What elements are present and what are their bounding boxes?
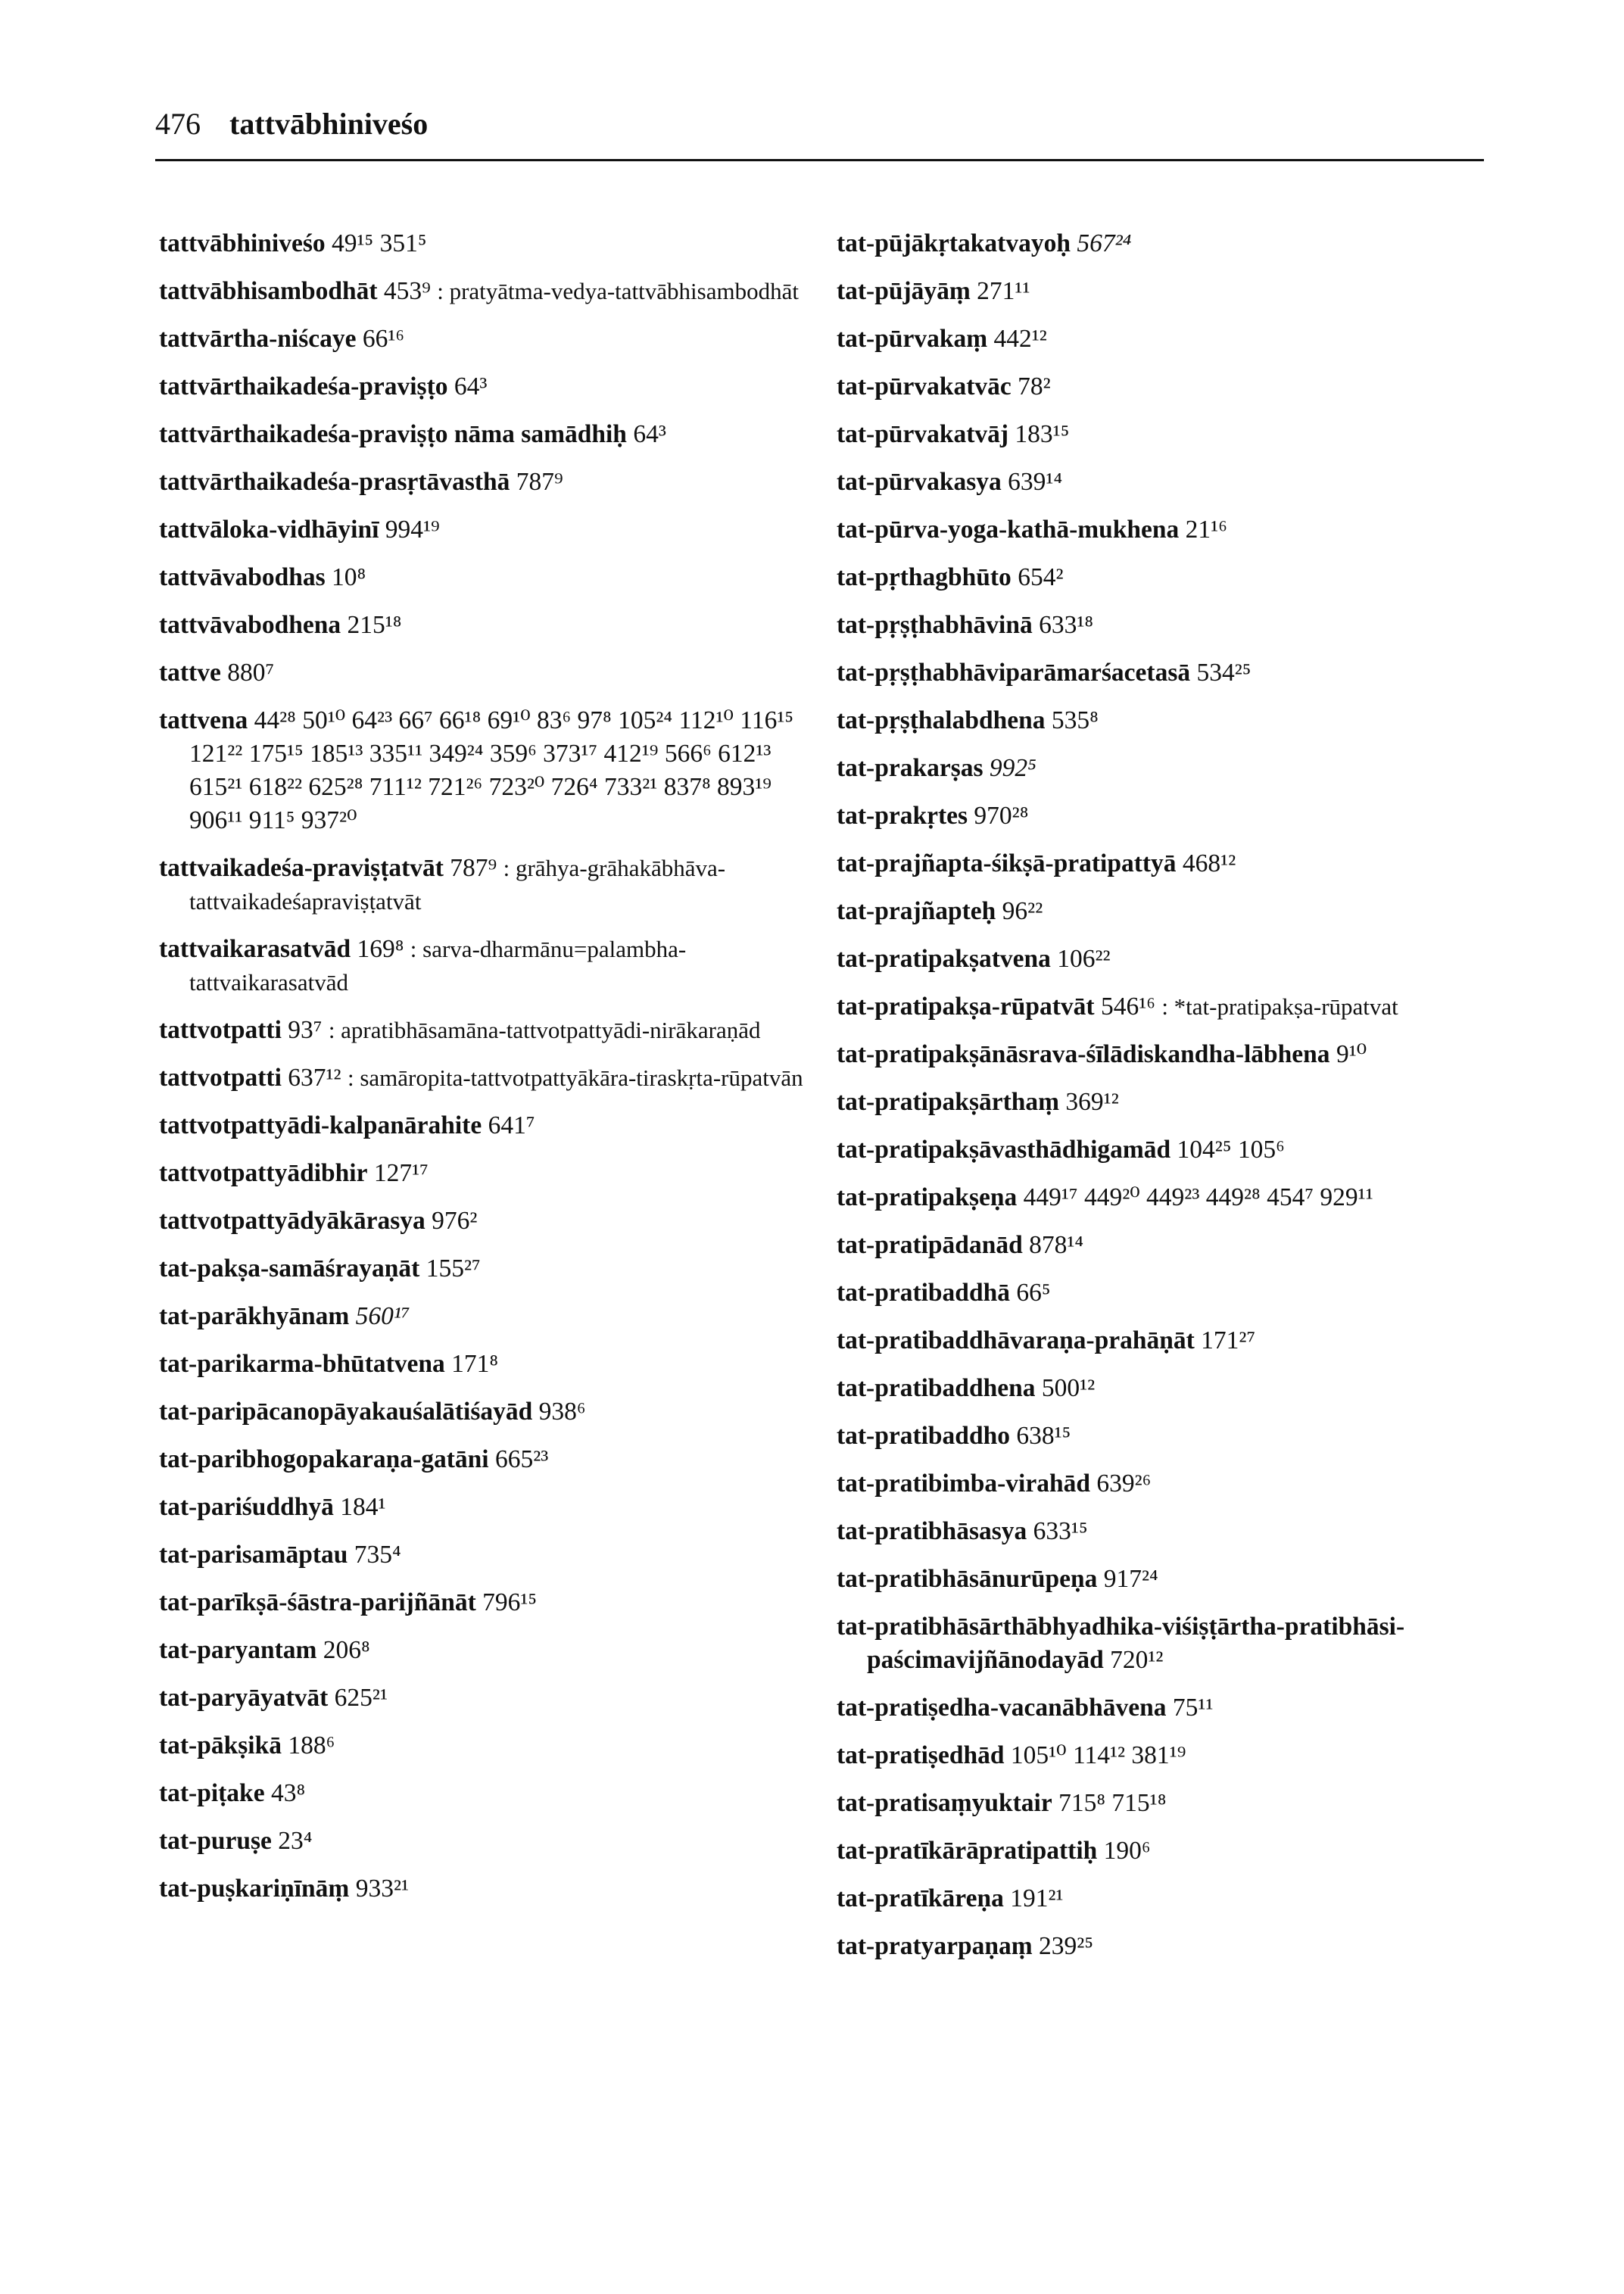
index-entry <box>159 609 825 642</box>
entry-headword: tat-prakṛtes <box>837 802 968 830</box>
entry-references: 23⁴ <box>278 1827 313 1855</box>
entry-headword: tat-paribhogopakaraṇa-gatāni <box>159 1445 489 1473</box>
entry-headword: tat-paryantam <box>159 1636 317 1664</box>
entry-references: 93⁷ <box>288 1016 323 1044</box>
index-entry <box>837 1420 1503 1453</box>
entry-headword: tat-pākṣikā <box>159 1731 282 1759</box>
entry-headword: tattvaikarasatvād <box>159 935 351 963</box>
entry-references: 442¹² <box>993 325 1047 353</box>
entry-references: 190⁶ <box>1103 1837 1151 1865</box>
entry-headword: tat-pratīkārāpratipattiḥ <box>837 1837 1098 1865</box>
index-entry <box>159 1348 825 1381</box>
index-entry <box>159 1491 825 1524</box>
entry-references: 239²⁵ <box>1039 1932 1094 1960</box>
entry-headword: tat-pratibaddho <box>837 1422 1010 1450</box>
entry-references: 78² <box>1018 372 1051 401</box>
entry-references: 453⁹ <box>383 277 431 305</box>
index-entry <box>159 418 825 451</box>
entry-gloss: : grāhya-grāhakābhāva-tattvaikadeśapraviṣṭatvāt <box>189 855 726 915</box>
entry-references: 66¹⁶ <box>362 325 405 353</box>
entry-references: 633¹⁵ <box>1033 1517 1088 1545</box>
entry-headword: tat-pratipakṣeṇa <box>837 1183 1018 1211</box>
entry-references: 171⁸ <box>451 1350 499 1378</box>
entry-headword: tat-pūrva-yoga-kathā-mukhena <box>837 516 1180 544</box>
entry-headword: tat-pūrvakatvāj <box>837 420 1009 448</box>
entry-headword: tat-prajñapteḥ <box>837 897 996 925</box>
entry-headword: tat-pratisaṃyuktair <box>837 1789 1052 1817</box>
entry-references: 49¹⁵ 351⁵ <box>332 229 427 257</box>
entry-headword: tat-pratibimba-virahād <box>837 1470 1090 1498</box>
entry-references: 169⁸ <box>357 935 404 963</box>
entry-references: 639¹⁴ <box>1008 468 1063 496</box>
entry-references: 106²² <box>1057 945 1111 973</box>
entry-references: 64³ <box>454 372 488 401</box>
entry-references: 639²⁶ <box>1096 1470 1152 1498</box>
index-entry <box>159 1634 825 1667</box>
entry-references: 449¹⁷ 449²⁰ 449²³ 449²⁸ 454⁷ 929¹¹ <box>1023 1183 1373 1211</box>
index-entry <box>159 370 825 404</box>
index-entry <box>837 323 1503 356</box>
entry-references: 215¹⁸ <box>347 611 402 639</box>
entry-headword: tattvotpattyādi-kalpanārahite <box>159 1111 482 1139</box>
index-entry <box>837 513 1503 547</box>
entry-references: 535⁸ <box>1051 706 1099 734</box>
entry-headword: tat-parikarma-bhūtatvena <box>159 1350 445 1378</box>
entry-headword: tattvotpatti <box>159 1016 282 1044</box>
entry-headword: tat-puruṣe <box>159 1827 272 1855</box>
entry-headword: tattvārthaikadeśa-praviṣṭo nāma samādhiḥ <box>159 420 627 448</box>
entry-references: 206⁸ <box>323 1636 370 1664</box>
index-entry <box>837 1086 1503 1119</box>
entry-references: 917²⁴ <box>1103 1565 1158 1593</box>
running-header <box>155 106 428 142</box>
entry-headword: tat-parisamāptau <box>159 1541 348 1569</box>
entry-headword: tattvābhisambodhāt <box>159 277 378 305</box>
index-entry <box>837 1324 1503 1357</box>
entry-headword: tattvotpattyādyākārasya <box>159 1207 425 1235</box>
index-entry <box>159 561 825 594</box>
index-entry <box>159 227 825 260</box>
index-entry <box>837 1276 1503 1310</box>
entry-gloss: : samāropita-tattvotpattyākāra-tiraskṛta-rūpatvān <box>347 1064 803 1091</box>
entry-headword: tattve <box>159 659 221 687</box>
entry-references: 500¹² <box>1041 1374 1096 1402</box>
entry-references: 75¹¹ <box>1172 1694 1214 1722</box>
entry-headword: tat-pratibhāsārthābhyadhika-viśiṣṭārtha-pratibhāsi-paścimavijñānodayād <box>837 1613 1405 1674</box>
index-entry <box>159 323 825 356</box>
index-entry <box>159 704 825 837</box>
index-entry <box>837 1834 1503 1868</box>
entry-references: 735⁴ <box>354 1541 401 1569</box>
entry-headword: tat-pūjāyāṃ <box>837 277 971 305</box>
entry-references: 271¹¹ <box>977 277 1030 305</box>
index-entry <box>159 275 825 308</box>
index-entry <box>159 933 825 999</box>
entry-references: 534²⁵ <box>1196 659 1252 687</box>
entry-references: 21¹⁶ <box>1185 516 1227 544</box>
index-entry <box>837 1739 1503 1772</box>
entry-references: 155²⁷ <box>425 1255 481 1283</box>
entry-references: 938⁶ <box>538 1398 586 1426</box>
entry-references: 787⁹ <box>450 854 497 882</box>
index-entry <box>837 227 1503 260</box>
index-entry <box>159 1157 825 1190</box>
index-entry <box>837 847 1503 881</box>
entry-headword: tattvārthaikadeśa-praviṣṭo <box>159 372 448 401</box>
entry-headword: tat-pṛṣṭhalabdhena <box>837 706 1046 734</box>
entry-references: 976² <box>432 1207 478 1235</box>
entry-references: 105¹⁰ 114¹² 381¹⁹ <box>1010 1741 1186 1769</box>
entry-references: 10⁸ <box>332 563 366 591</box>
index-entry <box>159 466 825 499</box>
entry-references: 127¹⁷ <box>373 1159 429 1187</box>
entry-references: 96²² <box>1002 897 1043 925</box>
index-entry <box>837 1563 1503 1596</box>
entry-references: 787⁹ <box>516 468 563 496</box>
index-entry <box>837 1467 1503 1501</box>
index-entry <box>837 656 1503 690</box>
entry-headword: tat-piṭake <box>159 1779 265 1807</box>
entry-headword: tattvaikadeśa-praviṣṭatvāt <box>159 854 444 882</box>
entry-headword: tat-pakṣa-samāśrayaṇāt <box>159 1255 420 1283</box>
entry-headword: tattvārtha-niścaye <box>159 325 357 353</box>
entry-headword: tat-pratipakṣatvena <box>837 945 1051 973</box>
index-entry <box>837 1882 1503 1915</box>
index-entry <box>837 1787 1503 1820</box>
entry-references: 625²¹ <box>334 1684 388 1712</box>
entry-references: 468¹² <box>1182 849 1236 877</box>
entry-headword: tattvārthaikadeśa-prasṛtāvasthā <box>159 468 510 496</box>
index-entry <box>837 609 1503 642</box>
entry-headword: tat-pratipādanād <box>837 1231 1023 1259</box>
index-entry <box>159 1729 825 1763</box>
index-entry <box>837 561 1503 594</box>
index-entry <box>159 1205 825 1238</box>
entry-headword: tat-pariśuddhyā <box>159 1493 334 1521</box>
entry-references: 878¹⁴ <box>1029 1231 1084 1259</box>
entry-references: 43⁸ <box>270 1779 306 1807</box>
entry-references: 9¹⁰ <box>1336 1040 1367 1068</box>
index-entry <box>159 1538 825 1572</box>
index-entry <box>837 1691 1503 1725</box>
entry-headword: tattvena <box>159 706 248 734</box>
entry-references: 633¹⁸ <box>1039 611 1094 639</box>
index-entry <box>159 852 825 918</box>
entry-headword: tat-paryāyatvāt <box>159 1684 329 1712</box>
index-entry <box>837 1133 1503 1167</box>
index-entry <box>159 1586 825 1619</box>
entry-headword: tat-paripācanopāyakauśalātiśayād <box>159 1398 533 1426</box>
index-entry <box>159 1395 825 1429</box>
entry-references: 546¹⁶ <box>1100 993 1155 1021</box>
entry-references: 638¹⁵ <box>1016 1422 1071 1450</box>
entry-references: 654² <box>1018 563 1064 591</box>
index-column-left <box>159 227 825 1920</box>
entry-references: 567²⁴ <box>1077 229 1132 257</box>
entry-gloss: : pratyātma-vedya-tattvābhisambodhāt <box>437 278 799 304</box>
index-entry <box>837 1038 1503 1071</box>
entry-headword: tattvābhiniveśo <box>159 229 326 257</box>
entry-references: 665²³ <box>494 1445 549 1473</box>
entry-references: 184¹ <box>340 1493 386 1521</box>
entry-headword: tat-pratibhāsasya <box>837 1517 1027 1545</box>
index-entry <box>837 1515 1503 1548</box>
entry-references: 720¹² <box>1110 1646 1164 1674</box>
index-entry <box>159 1061 825 1095</box>
page-number: 476 <box>155 107 201 141</box>
entry-headword: tat-prajñapta-śikṣā-pratipattyā <box>837 849 1177 877</box>
entry-references: 641⁷ <box>488 1111 535 1139</box>
index-entry <box>837 1930 1503 1963</box>
entry-headword: tat-pūrvakatvāc <box>837 372 1011 401</box>
entry-references: 637¹² <box>288 1064 341 1092</box>
entry-headword: tat-pratipakṣāvasthādhigamād <box>837 1136 1171 1164</box>
index-entry <box>837 752 1503 785</box>
index-column-right <box>837 227 1503 1978</box>
entry-references: 104²⁵ 105⁶ <box>1177 1136 1285 1164</box>
index-entry <box>159 1014 825 1047</box>
entry-references: 715⁸ 715¹⁸ <box>1058 1789 1167 1817</box>
entry-headword: tat-parīkṣā-śāstra-parijñānāt <box>159 1588 476 1616</box>
entry-headword: tat-pratibaddhā <box>837 1279 1010 1307</box>
entry-references: 560¹⁷ <box>355 1302 410 1330</box>
entry-headword: tattvāloka-vidhāyinī <box>159 516 379 544</box>
index-entry <box>837 895 1503 928</box>
entry-headword: tat-pratiṣedhād <box>837 1741 1005 1769</box>
index-entry <box>837 1229 1503 1262</box>
entry-gloss: : *tat-pratipakṣa-rūpatvat <box>1161 993 1398 1020</box>
entry-headword: tat-puṣkariṇīnāṃ <box>159 1875 350 1903</box>
index-entry <box>159 513 825 547</box>
entry-references: 880⁷ <box>227 659 275 687</box>
entry-headword: tat-pratipakṣārthaṃ <box>837 1088 1060 1116</box>
entry-references: 369¹² <box>1065 1088 1119 1116</box>
entry-headword: tat-parākhyānam <box>159 1302 350 1330</box>
entry-headword: tat-pratīkāreṇa <box>837 1884 1004 1912</box>
entry-headword: tat-pūrvakaṃ <box>837 325 988 353</box>
entry-headword: tat-pratipakṣānāsrava-śīlādiskandha-lābhena <box>837 1040 1330 1068</box>
index-entry <box>159 1682 825 1715</box>
entry-headword: tat-pūrvakasya <box>837 468 1002 496</box>
entry-headword: tat-pūjākṛtakatvayoḥ <box>837 229 1071 257</box>
entry-headword: tattvāvabodhena <box>159 611 341 639</box>
entry-headword: tat-pṛṣṭhabhāviparāmarśacetasā <box>837 659 1191 687</box>
index-entry <box>837 799 1503 833</box>
entry-headword: tat-pṛthagbhūto <box>837 563 1011 591</box>
index-entry <box>159 1109 825 1142</box>
entry-headword: tat-pratyarpaṇaṃ <box>837 1932 1033 1960</box>
index-entry <box>837 1372 1503 1405</box>
header-rule <box>155 159 1484 161</box>
entry-references: 992⁵ <box>989 754 1036 782</box>
entry-headword: tattvāvabodhas <box>159 563 326 591</box>
index-entry <box>837 1610 1503 1677</box>
index-entry <box>837 275 1503 308</box>
entry-references: 994¹⁹ <box>385 516 440 544</box>
index-entry <box>159 1300 825 1333</box>
entry-headword: tat-pratibhāsānurūpeṇa <box>837 1565 1098 1593</box>
index-entry <box>837 466 1503 499</box>
index-entry <box>837 418 1503 451</box>
entry-headword: tat-pṛṣṭhabhāvinā <box>837 611 1033 639</box>
index-entry <box>159 656 825 690</box>
entry-references: 66⁵ <box>1016 1279 1051 1307</box>
index-entry <box>159 1872 825 1906</box>
entry-references: 191²¹ <box>1010 1884 1064 1912</box>
entry-references: 188⁶ <box>288 1731 335 1759</box>
index-entry <box>159 1252 825 1286</box>
entry-references: 183¹⁵ <box>1015 420 1070 448</box>
entry-headword: tat-pratibaddhāvaraṇa-prahāṇāt <box>837 1326 1195 1354</box>
entry-gloss: : sarva-dharmānu=palambha-tattvaikarasatvād <box>189 936 687 996</box>
entry-headword: tat-pratibaddhena <box>837 1374 1036 1402</box>
entry-references: 796¹⁵ <box>482 1588 538 1616</box>
entry-headword: tattvotpatti <box>159 1064 282 1092</box>
index-entry <box>159 1825 825 1858</box>
index-entry <box>837 370 1503 404</box>
entry-headword: tattvotpattyādibhir <box>159 1159 368 1187</box>
index-entry <box>159 1443 825 1476</box>
running-title: tattvābhiniveśo <box>229 107 429 141</box>
entry-headword: tat-pratipakṣa-rūpatvāt <box>837 993 1095 1021</box>
entry-references: 171²⁷ <box>1201 1326 1256 1354</box>
entry-headword: tat-pratiṣedha-vacanābhāvena <box>837 1694 1167 1722</box>
entry-headword: tat-prakarṣas <box>837 754 983 782</box>
index-entry <box>159 1777 825 1810</box>
entry-references: 970²⁸ <box>974 802 1029 830</box>
entry-references: 933²¹ <box>355 1875 410 1903</box>
entry-references: 44²⁸ 50¹⁰ 64²³ 66⁷ 66¹⁸ 69¹⁰ 83⁶ 97⁸ 105²⁴ 112¹⁰ 116¹⁵ 121²² 175¹⁵ 185¹³ 335¹¹ 349²⁴ 359⁶ 373¹⁷ 412¹⁹ 566⁶ 612¹³ 615²¹ 618²² 625²⁸ 711¹² 721²⁶ 723²⁰ 726⁴ 733²¹ 837⁸ 893¹⁹ 906¹¹ 911⁵ 937²⁰ <box>189 706 794 834</box>
entry-gloss: : apratibhāsamāna-tattvotpattyādi-nirākaraṇād <box>328 1017 761 1043</box>
index-entry <box>837 1181 1503 1214</box>
index-entry <box>837 990 1503 1024</box>
entry-references: 64³ <box>633 420 666 448</box>
index-entry <box>837 943 1503 976</box>
index-entry <box>837 704 1503 737</box>
